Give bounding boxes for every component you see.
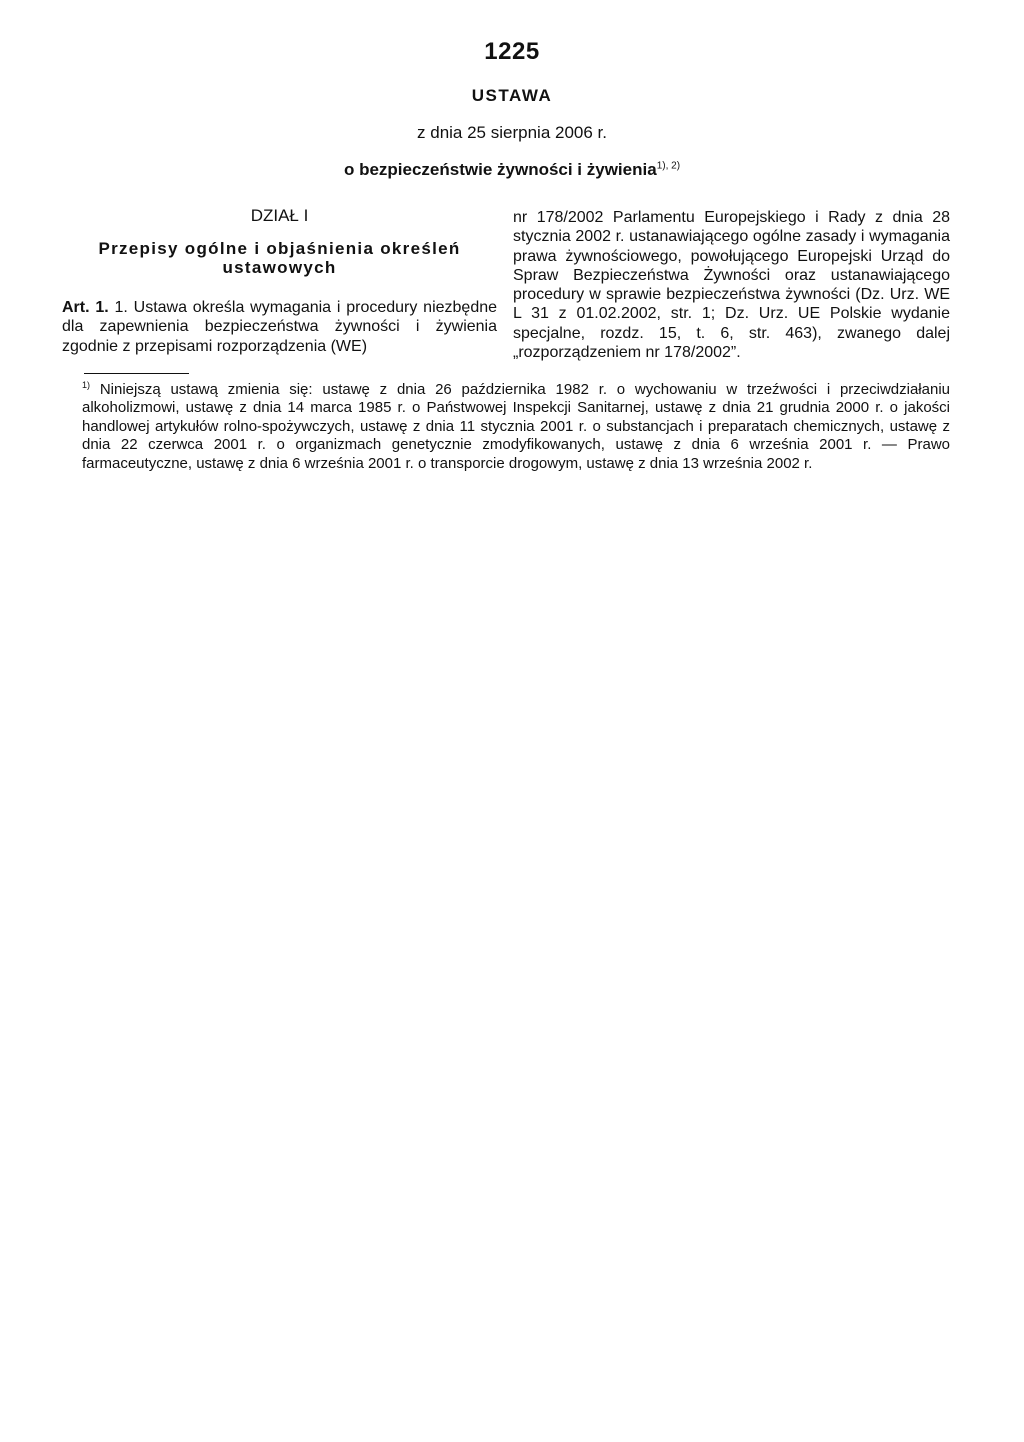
- page-number: 1225: [484, 38, 540, 65]
- footnote-item: [80, 381, 950, 473]
- section-label: DZIAŁ I: [250, 206, 309, 225]
- footnote-divider: [84, 373, 189, 374]
- article-text-left: 1. Ustawa określa wymagania i procedury niezbędne dla zapewnienia bezpieczeństwa żywności i żywienia zgodnie z przepisami rozporządzenia (WE): [62, 299, 498, 355]
- act-title-footnote-marks: 1), 2): [656, 160, 681, 172]
- act-title-text: o bezpieczeństwie żywności i żywienia: [343, 160, 657, 179]
- footnote-mark: 1): [82, 380, 91, 390]
- article-paragraph-left: [62, 298, 497, 356]
- act-title: [0, 160, 1024, 180]
- act-type: USTAWA: [471, 86, 553, 105]
- article-text-right: nr 178/2002 Parlamentu Europejskiego i Rady z dnia 28 stycznia 2002 r. ustanawiającego ogólne zasady i wymagania prawa żywnościowego, powołującego Europejski Urząd do Spraw Bezpieczeństwa Żywności oraz ustanawiającego procedury w sprawie bezpieczeństwa żywności (Dz. Urz. WE L 31 z 01.02.2002, str. 1; Dz. Urz. UE Polskie wydanie specjalne, rozdz. 15, t. 6, str. 463), zwanego dalej „rozporządzeniem nr 178/2002”.: [513, 209, 950, 362]
- left-column: [62, 206, 497, 356]
- footnote-text: Niniejszą ustawą zmienia się: ustawę z dnia 26 października 1982 r. o wychowaniu w trzeźwości i przeciwdziałaniu alkoholizmowi, ustawę z dnia 14 marca 1985 r. o Państwowej Inspekcji Sanitarnej, ustawę z dnia 21 grudnia 2000 r. o jakości handlowej artykułów rolno-spożywczych, ustawę z dnia 11 stycznia 2001 r. o substancjach i preparatach chemicznych, ustawę z dnia 22 czerwca 2001 r. o organizmach genetycznie zmodyfikowanych, ustawę z dnia 6 września 2001 r. — Prawo farmaceutyczne, ustawę z dnia 6 września 2001 r. o transporcie drogowym, ustawę z dnia 13 września 2002 r.: [82, 381, 950, 472]
- article-label: Art. 1.: [62, 299, 109, 316]
- footnotes: [80, 381, 950, 473]
- section-heading: Przepisy ogólne i objaśnienia określeń ustawowych: [98, 239, 461, 277]
- act-date: z dnia 25 sierpnia 2006 r.: [417, 123, 607, 142]
- right-column: [513, 208, 950, 362]
